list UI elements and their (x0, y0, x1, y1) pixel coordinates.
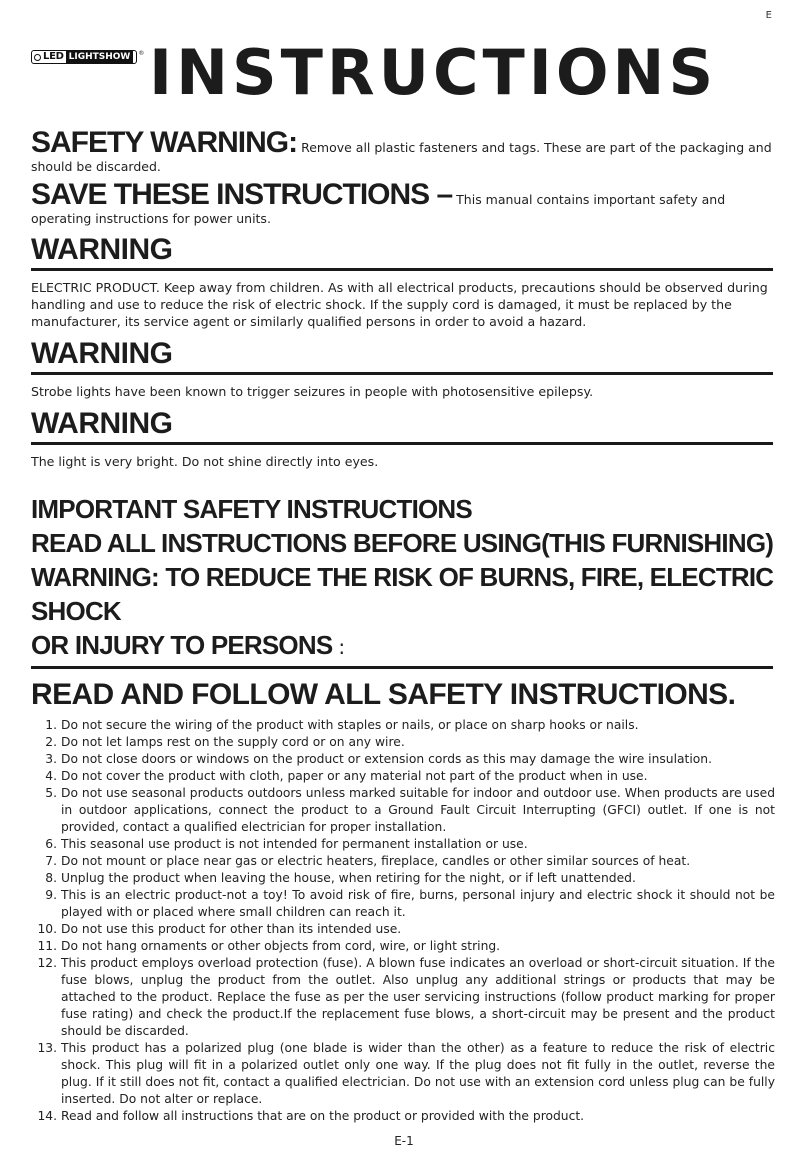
page-section-letter: E (765, 10, 772, 21)
section-divider (31, 268, 773, 271)
list-item (31, 1040, 775, 1108)
logo-dot-icon (34, 54, 41, 61)
safety-warning-title: SAFETY WARNING: (31, 126, 298, 159)
warning-strobe (31, 338, 775, 400)
list-item (31, 853, 775, 870)
item-text: Do not use this product for other than its intended use. (61, 922, 402, 936)
list-item (31, 768, 775, 785)
item-text: Unplug the product when leaving the house, when retiring for the night, or if left unattended. (61, 871, 636, 885)
list-item (31, 938, 775, 955)
item-text: Do not hang ornaments or other objects from cord, wire, or light string. (61, 939, 501, 953)
item-number: 13. (37, 1041, 57, 1055)
read-follow-section (31, 679, 775, 1125)
list-item (31, 836, 775, 853)
read-follow-heading: READ AND FOLLOW ALL SAFETY INSTRUCTIONS. (31, 678, 736, 711)
item-text: This product employs overload protection (fuse). A blown fuse indicates an overload or short-circuit situation. If the fuse blows, unplug the product from the outlet. Also unplug any additional strings or products that may be attached to the product. Replace the fuse as per the user servicing instructions (follow product marking for proper fuse rating) and check the product.If the replacement fuse blows, a short-circuit may be present and the product should be discarded. (61, 956, 775, 1038)
logo-led-text: LED (43, 51, 64, 62)
warning-text: ELECTRIC PRODUCT. Keep away from children. As with all electrical products, precautions should be observed during handling and use to reduce the risk of electric shock. If the supply cord is damaged, it must be replaced by the manufacturer, its service agent or similarly qualified persons in order to avoid a hazard. (31, 280, 768, 329)
brand-logo (31, 50, 144, 64)
item-number: 2. (45, 735, 57, 749)
list-item (31, 717, 775, 734)
important-line-4-text: OR INJURY TO PERSONS (31, 630, 333, 660)
item-number: 11. (37, 939, 57, 953)
list-item (31, 1108, 775, 1125)
item-number: 10. (37, 922, 57, 936)
warning-text: Strobe lights have been known to trigger seizures in people with photosensitive epilepsy. (31, 384, 594, 399)
item-number: 8. (45, 871, 57, 885)
item-text: This product has a polarized plug (one blade is wider than the other) as a feature to reduce the risk of electric shock. This plug will fit in a polarized outlet only one way. If the plug does not fit fully in the outlet, reverse the plug. If it still does not fit, contact a qualified electrician. Do not use with an extension cord unless plug can be fully inserted. Do not alter or replace. (61, 1041, 775, 1106)
item-number: 3. (45, 752, 57, 766)
item-number: 5. (45, 786, 57, 800)
item-text: Do not secure the wiring of the product with staples or nails, or place on sharp hooks or nails. (61, 718, 639, 732)
logo-lightshow-text: LIGHTSHOW (66, 51, 134, 63)
warning-electric (31, 234, 775, 330)
list-item (31, 870, 775, 887)
list-item (31, 734, 775, 751)
safety-warning (31, 128, 775, 176)
list-item (31, 785, 775, 836)
important-line-1: IMPORTANT SAFETY INSTRUCTIONS (31, 494, 472, 524)
save-instructions-title: SAVE THESE INSTRUCTIONS – (31, 178, 453, 211)
list-item (31, 887, 775, 921)
important-line-4-colon: : (338, 635, 345, 659)
warning-bright (31, 408, 775, 470)
warning-heading: WARNING (31, 233, 173, 266)
item-number: 7. (45, 854, 57, 868)
section-divider (31, 442, 773, 445)
document-body (31, 128, 775, 1125)
safety-warning-text: Remove all plastic fasteners and tags. These are part of the packaging and should be discarded. (31, 140, 772, 174)
item-text: Do not cover the product with cloth, paper or any material not part of the product when in use. (61, 769, 648, 783)
safety-instructions-list (31, 717, 775, 1125)
important-safety-block (31, 492, 775, 669)
save-instructions (31, 180, 775, 228)
item-text: This seasonal use product is not intended for permanent installation or use. (61, 837, 528, 851)
item-text: Do not mount or place near gas or electric heaters, fireplace, candles or other similar sources of heat. (61, 854, 691, 868)
item-number: 12. (37, 956, 57, 970)
logo-registered-mark: ® (138, 50, 145, 57)
warning-heading: WARNING (31, 337, 173, 370)
item-number: 1. (45, 718, 57, 732)
page-number: E-1 (394, 1134, 414, 1148)
important-line-4 (31, 628, 775, 664)
item-text: Do not let lamps rest on the supply cord or on any wire. (61, 735, 405, 749)
warning-text: The light is very bright. Do not shine directly into eyes. (31, 454, 379, 469)
page-title: INSTRUCTIONS (149, 36, 718, 109)
item-text: Read and follow all instructions that are on the product or provided with the product. (61, 1109, 585, 1123)
logo-badge (31, 50, 137, 64)
important-line-3: WARNING: TO REDUCE THE RISK OF BURNS, FIRE, ELECTRIC SHOCK (31, 562, 774, 626)
item-text: Do not use seasonal products outdoors unless marked suitable for indoor and outdoor use. When products are used in outdoor applications, connect the product to a Ground Fault Circuit Interrupting (GFCI) outlet. If one is not provided, contact a qualified electrician for proper installation. (61, 786, 775, 834)
section-divider (31, 666, 773, 669)
warning-heading: WARNING (31, 407, 173, 440)
item-number: 9. (45, 888, 57, 902)
item-text: This is an electric product-not a toy! To avoid risk of fire, burns, personal injury and electric shock it should not be played with or placed where small children can reach it. (61, 888, 775, 919)
important-line-2: READ ALL INSTRUCTIONS BEFORE USING(THIS FURNISHING) (31, 528, 774, 558)
save-instructions-text: This manual contains important safety and operating instructions for power units. (31, 192, 726, 226)
item-number: 6. (45, 837, 57, 851)
list-item (31, 921, 775, 938)
page-header (31, 38, 772, 108)
list-item (31, 751, 775, 768)
item-text: Do not close doors or windows on the product or extension cords as this may damage the wire insulation. (61, 752, 713, 766)
item-number: 14. (37, 1109, 57, 1123)
section-divider (31, 372, 773, 375)
list-item (31, 955, 775, 1040)
item-number: 4. (45, 769, 57, 783)
